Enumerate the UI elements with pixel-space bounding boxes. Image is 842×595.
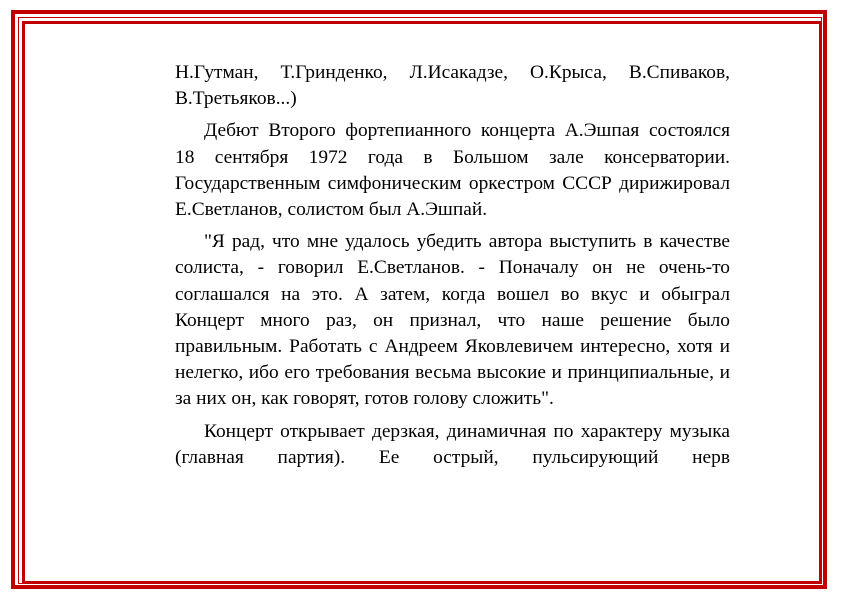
paragraph-performers-list: Н.Гутман, Т.Гринденко, Л.Исакадзе, О.Крыса, В.Спиваков, В.Третьяков...) xyxy=(175,62,730,110)
paragraph-concert-opening: Концерт открывает дерзкая, динамичная по характеру музыка (главная партия). Ее острый, пульсирующий нерв xyxy=(175,420,730,468)
paragraph-svetlanov-quote: "Я рад, что мне удалось убедить автора выступить в качестве солиста, - говорил Е.Светланов. - Поначалу он не очень-то соглашался на это. А затем, когда вошел во вкус и обыграл Концерт много раз, он признал, что наше решение было правильным. Работать с Андреем Яковлевичем интересно, хотя и нелегко, ибо его требования весьма высокие и принципиальные, и за них он, как говорят, готов голову сложить". xyxy=(175,231,730,410)
paragraph-concert-debut: Дебют Второго фортепианного концерта А.Эшпая состоялся 18 сентября 1972 года в Большом зале консерватории. Государственным симфоническим оркестром СССР дирижировал Е.Светланов, солистом был А.Эшпай. xyxy=(175,120,730,221)
document-text xyxy=(175,60,730,471)
